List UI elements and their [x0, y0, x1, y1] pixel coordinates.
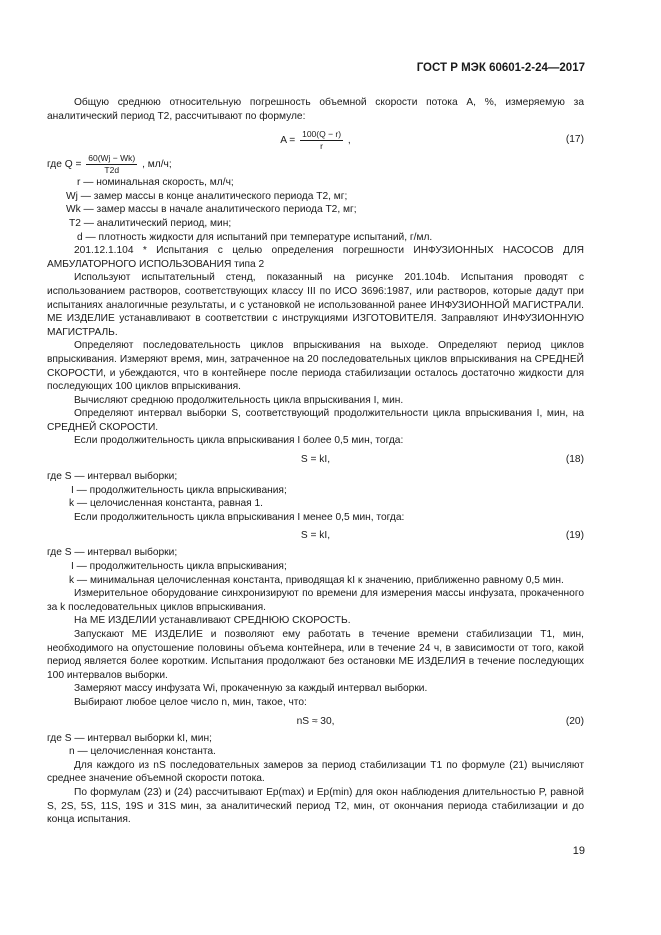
- eq17-intro: Общую среднюю относительную погрешность объемной скорости потока A, %, измеряемую за аналитический период T2, рассчитывают по формуле:: [47, 97, 584, 122]
- formula-17-tail: ,: [347, 135, 351, 147]
- page-number: 19: [572, 845, 585, 857]
- formula-17-numerator: 100(Q − r): [302, 129, 342, 140]
- paragraph: Используют испытательный стенд, показанный на рисунке 201.104b. Испытания проводят с использованием растворов, соответствующих классу III по ИСО 3696:1987, или растворов, которые дадут при испытаниях аналогичные результаты, и с установкой не использованной ранее ИНФУЗИОННОЙ МАГИСТРАЛИ. МЕ ИЗДЕЛИЕ устанавливают в соответствии с инструкциями ИЗГОТОВИТЕЛЯ. Заправляют ИНФУЗИОННУЮ МАГИСТРАЛЬ.: [47, 272, 584, 338]
- clause-title: 201.12.1.104 * Испытания с целью определения погрешности ИНФУЗИОННЫХ НАСОСОВ ДЛЯ АМБУЛАТОРНОГО ИСПОЛЬЗОВАНИЯ типа 2: [47, 245, 584, 270]
- formula-18-number: (18): [565, 454, 584, 466]
- formula-20: [47, 710, 584, 732]
- formula-18: [47, 448, 584, 470]
- definition-item: k — целочисленная константа, равная 1.: [69, 498, 264, 510]
- definition-item: d — плотность жидкости для испытаний при температуре испытаний, г/мл.: [77, 231, 433, 243]
- definition-item: T2 — аналитический период, мин;: [69, 217, 232, 229]
- definition-item: где S — интервал выборки;: [47, 547, 178, 559]
- formula-19-number: (19): [565, 530, 584, 542]
- definition-item: n — целочисленная константа.: [69, 746, 216, 758]
- definition-item: k — минимальная целочисленная константа, приводящая kI к значению, приближенно равному 0,5 мин.: [69, 574, 564, 586]
- paragraph: Запускают МЕ ИЗДЕЛИЕ и позволяют ему работать в течение времени стабилизации T1, мин, необходимого на опустошение половины объема контейнера, или в течение 24 ч, в зависимости от того, какой период является более коротким. Испытания продолжают без остановки МЕ ИЗДЕЛИЯ в течение последующих 100 интервалов выборки.: [47, 629, 584, 681]
- definition-item: I — продолжительность цикла впрыскивания;: [71, 561, 287, 573]
- document-header: ГОСТ Р МЭК 60601-2-24—2017: [416, 62, 585, 74]
- document-content: [47, 96, 584, 827]
- formula-20-body: nS ≈ 30,: [296, 715, 335, 727]
- q-denominator: T2d: [104, 165, 120, 176]
- definition-item: Wj — замер массы в конце аналитического периода T2, мг;: [66, 190, 348, 202]
- definition-item: Wk — замер массы в начале аналитического периода T2, мг;: [66, 204, 357, 216]
- paragraph: Определяют последовательность циклов впрыскивания на выходе. Определяют период циклов впрыскивания. Измеряют время, мин, затраченное на 20 последовательных циклов впрыскивания на СРЕДНЕЙ СКОРОСТИ, и убеждаются, что в контейнере после периода стабилизации осталось достаточно жидкости для последующих 100 циклов впрыскивания.: [47, 340, 584, 393]
- q-fraction: [86, 153, 137, 176]
- paragraph: Определяют интервал выборки S, соответствующий продолжительности цикла впрыскивания I, мин, на СРЕДНЕЙ СКОРОСТИ.: [47, 408, 584, 433]
- formula-19-body: S = kI,: [300, 530, 331, 542]
- paragraph: Для каждого из nS последовательных замеров за период стабилизации T1 по формуле (21) вычисляют среднее значение объемной скорости потока.: [47, 759, 584, 785]
- q-definition: [47, 153, 584, 176]
- paragraph: По формулам (23) и (24) рассчитывают Ep(max) и Ep(min) для окон наблюдения длительностью P, равной S, 2S, 5S, 11S, 19S и 31S мин, за аналитический период T2, мин, от окончания периода стабилизации и до конца испытания.: [47, 786, 584, 826]
- q-numerator: 60(Wj − Wk): [88, 153, 136, 164]
- formula-18-body: S = kI,: [300, 454, 331, 466]
- formula-17-fraction: [300, 129, 343, 152]
- formula-17: [47, 123, 584, 153]
- definition-item: I — продолжительность цикла впрыскивания;: [71, 484, 287, 496]
- formula-20-number: (20): [565, 715, 584, 727]
- paragraph: Если продолжительность цикла впрыскивания I менее 0,5 мин, тогда:: [74, 511, 405, 523]
- formula-19: [47, 524, 584, 546]
- paragraph: Замеряют массу инфузата Wi, прокаченную за каждый интервал выборки.: [74, 683, 428, 695]
- paragraph: Выбирают любое целое число n, мин, такое, что:: [74, 696, 307, 708]
- paragraph: На МЕ ИЗДЕЛИИ устанавливают СРЕДНЮЮ СКОРОСТЬ.: [74, 615, 351, 627]
- paragraph: Вычисляют среднюю продолжительность цикла впрыскивания I, мин.: [74, 394, 404, 406]
- q-definition-prefix: где Q =: [47, 159, 82, 171]
- q-unit: , мл/ч;: [142, 159, 172, 171]
- definition-item: где S — интервал выборки kI, мин;: [47, 732, 212, 744]
- definition-item: r — номинальная скорость, мл/ч;: [77, 177, 234, 189]
- formula-17-number: (17): [565, 134, 584, 146]
- paragraph: Если продолжительность цикла впрыскивания I более 0,5 мин, тогда:: [74, 435, 404, 447]
- formula-17-lhs: A =: [280, 135, 296, 147]
- paragraph: Измерительное оборудование синхронизируют по времени для измерения массы инфузата, прокаченного за k последовательных циклов впрыскивания.: [47, 588, 584, 613]
- formula-17-denominator: r: [320, 141, 323, 152]
- definition-item: где S — интервал выборки;: [47, 471, 178, 483]
